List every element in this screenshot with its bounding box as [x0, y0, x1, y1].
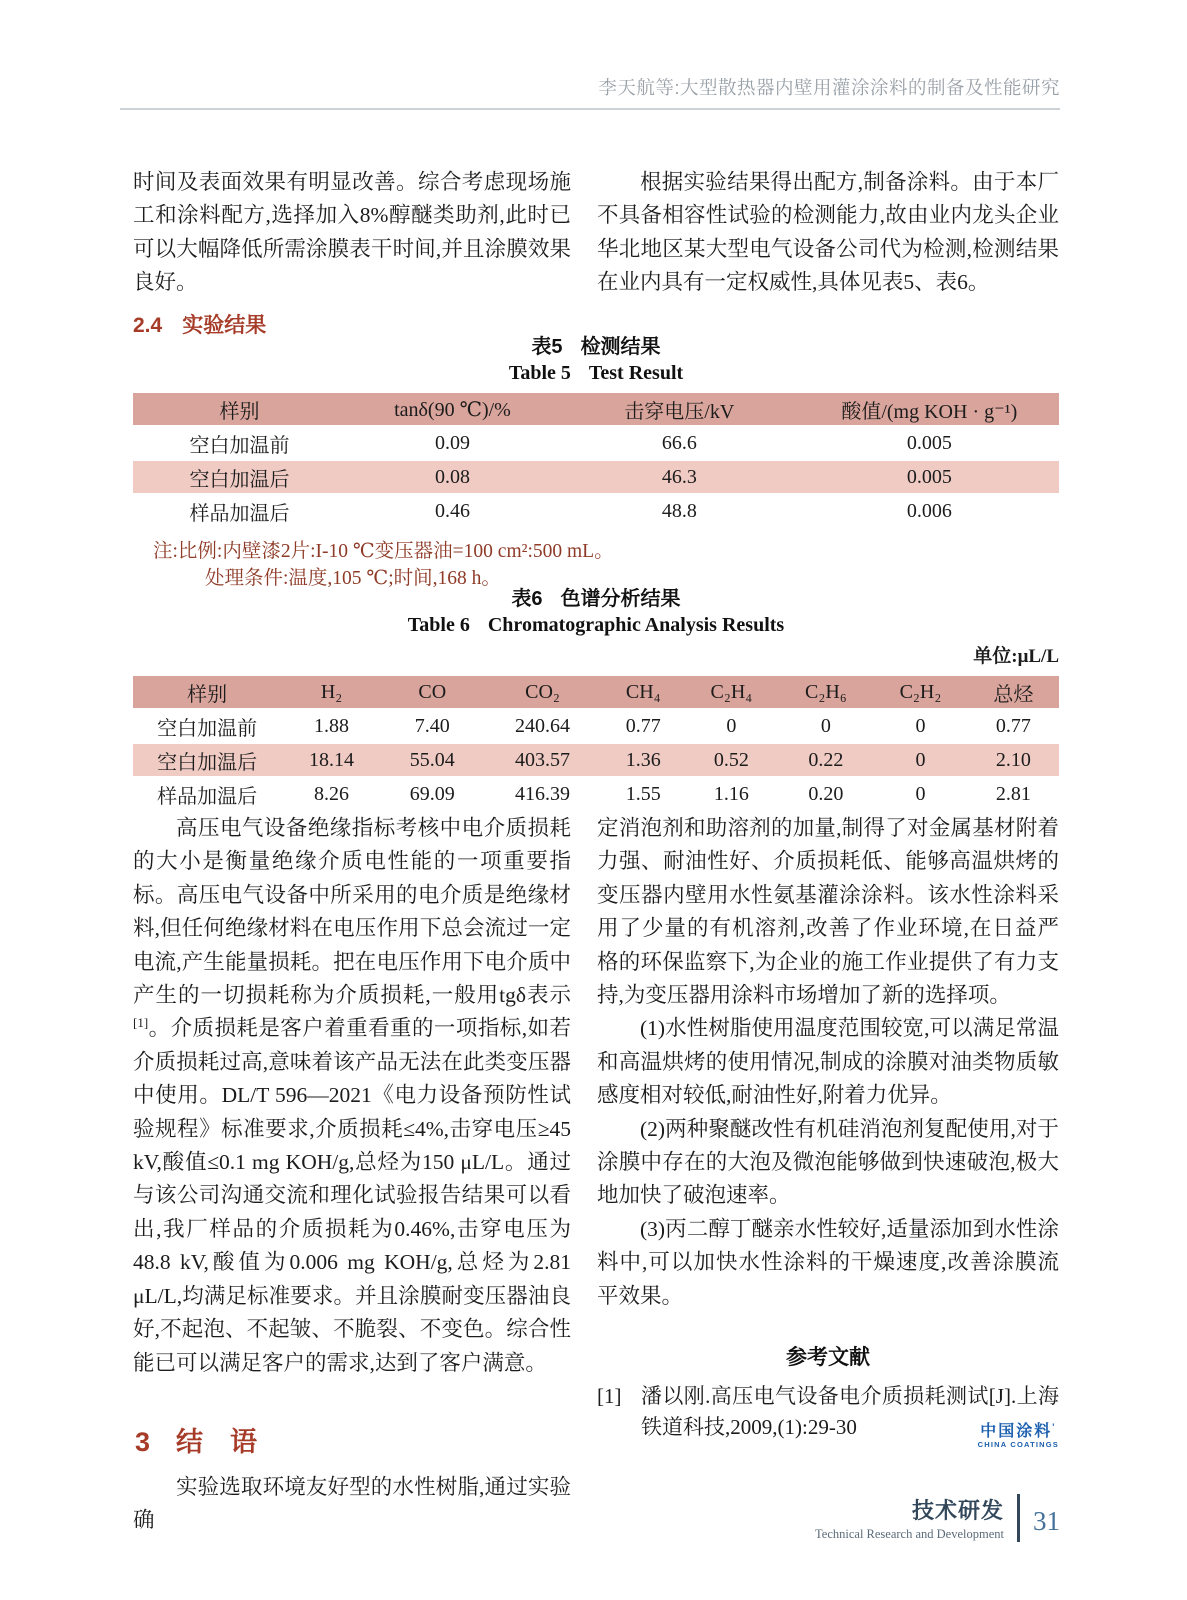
table5-cell: 48.8	[559, 494, 800, 528]
discussion-text: 。介质损耗是客户着重看重的一项指标,如若介质损耗过高,意味着该产品无法在此类变压器中使用。DL/T 596—2021《电力设备预防性试验规程》标准要求,介质损耗≤4%,击穿电压≥45 kV,酸值≤0.1 mg KOH/g,总烃为150 μL/L。通过与该公司沟通交流和理化试验报告结果可以看出,我厂样品的介质损耗为0.46%,击穿电压为48.8 kV,酸值为0.006 mg KOH/g,总烃为2.81 μL/L,均满足标准要求。并且涂膜耐变压器油良好,不起泡、不起皱、不脆裂、不变色。综合性能已可以满足客户的需求,达到了客户满意。	[133, 1016, 571, 1375]
conclusion-point-3: (3)丙二醇丁醚亲水性较好,适量添加到水性涂料中,可以加快水性涂料的干燥速度,改善涂膜流平效果。	[597, 1216, 1059, 1308]
table6-caption-cn	[133, 582, 1059, 611]
footer-section-cn: 技术研发	[911, 1498, 1004, 1523]
logo-en-text: CHINA COATINGS	[977, 1439, 1059, 1449]
table6-cell: 1.36	[602, 743, 684, 777]
references-heading: 参考文献	[786, 1346, 870, 1370]
table6-header-cell: H₂	[281, 676, 382, 709]
table5-header-row	[133, 393, 1059, 426]
table6-row	[133, 777, 1059, 811]
table6-caption-cn-label: 表6	[511, 588, 543, 610]
table6-cell: 69.09	[382, 777, 483, 811]
table6-header-cell: 样别	[133, 676, 281, 709]
intro-section	[133, 166, 1059, 339]
logo-cn-text: 中国涂料 '	[978, 1423, 1059, 1441]
table5-row	[133, 494, 1059, 528]
table5	[133, 393, 1059, 529]
table6-cell: 8.26	[281, 777, 382, 811]
table6-cell: 0	[873, 743, 968, 777]
table6-cell: 0.77	[968, 709, 1059, 743]
citation-marker: [1]	[133, 1015, 149, 1031]
table6-caption-en-title: Chromatographic Analysis Results	[487, 614, 785, 636]
table6-cell: 0.20	[779, 777, 874, 811]
footer-section-block	[815, 1494, 1004, 1542]
table5-header-cell: 样别	[133, 393, 346, 426]
table6-cell: 55.04	[382, 743, 483, 777]
table6-cell: 0	[873, 709, 968, 743]
main-left-column	[133, 812, 571, 1538]
table6-cell: 403.57	[483, 743, 603, 777]
conclusion-point-2: (2)两种聚醚改性有机硅消泡剂复配使用,对于涂膜中存在的大泡及微泡能够做到快速破泡,极大地加快了破泡速率。	[597, 1116, 1059, 1208]
table6-block	[133, 582, 1059, 812]
table6	[133, 676, 1059, 812]
running-head-title: 李天航等:大型散热器内壁用灌涂涂料的制备及性能研究	[598, 77, 1060, 98]
header-divider	[120, 108, 1060, 110]
table6-row	[133, 743, 1059, 777]
table5-caption-en-label: Table 5	[508, 362, 571, 384]
section-heading-3	[135, 1420, 571, 1459]
table6-header-cell: CH₄	[602, 676, 684, 709]
table5-caption-cn-title: 检测结果	[580, 336, 661, 358]
table6-caption-cn-title: 色谱分析结果	[560, 588, 681, 610]
section-2-4-title: 实验结果	[182, 313, 267, 337]
table6-cell: 0	[873, 777, 968, 811]
table5-header-cell: 酸值/(mg KOH · g⁻¹)	[800, 393, 1059, 426]
table5-caption-en-title: Test Result	[588, 362, 684, 384]
table6-cell: 0	[684, 709, 779, 743]
table6-cell: 1.88	[281, 709, 382, 743]
table6-header-cell: CO₂	[483, 676, 603, 709]
table5-caption-cn	[133, 330, 1059, 359]
table6-header-row	[133, 676, 1059, 709]
table6-header-cell: C₂H₂	[873, 676, 968, 709]
table5-cell: 0.005	[800, 426, 1059, 460]
main-body	[133, 812, 1059, 1538]
table6-header-cell: CO	[382, 676, 483, 709]
table6-caption-en	[133, 614, 1059, 637]
table5-cell: 0.006	[800, 494, 1059, 528]
main-right-column	[597, 812, 1059, 1538]
reference-label: [1]	[597, 1384, 622, 1409]
table6-caption-en-label: Table 6	[407, 614, 470, 636]
discussion-text: 高压电气设备绝缘指标考核中电介质损耗的大小是衡量绝缘介质电性能的一项重要指标。高压电气设备中所采用的电介质是绝缘材料,但任何绝缘材料在电压作用下总会流过一定电流,产生能量损耗。把在电压作用下电介质中产生的一切损耗称为介质损耗,一般用tgδ表示	[133, 816, 571, 1008]
table6-cell: 0.22	[779, 743, 874, 777]
table6-cell: 18.14	[281, 743, 382, 777]
table6-header-cell: C₂H₆	[779, 676, 874, 709]
conclusion-point-1: (1)水性树脂使用温度范围较宽,可以满足常温和高温烘烤的使用情况,制成的涂膜对油类物质敏感度相对较低,耐油性好,附着力优异。	[597, 1016, 1059, 1108]
table6-cell: 1.16	[684, 777, 779, 811]
reference-item	[597, 1381, 1059, 1449]
table5-cell: 样品加温后	[133, 494, 346, 528]
table6-header-cell: C₂H₄	[684, 676, 779, 709]
conclusion-paragraph: 定消泡剂和助溶剂的加量,制得了对金属基材附着力强、耐油性好、介质损耗低、能够高温烘烤的变压器内壁用水性氨基灌涂涂料。该水性涂料采用了少量的有机溶剂,改善了作业环境,在日益严格的环保监察下,为企业的施工作业提供了有力支持,为变压器用涂料市场增加了新的选择项。	[597, 816, 1059, 1008]
intro-left-paragraph: 时间及表面效果有明显改善。综合考虑现场施工和涂料配方,选择加入8%醇醚类助剂,此时已可以大幅降低所需涂膜表干时间,并且涂膜效果良好。	[133, 170, 571, 295]
table5-block	[133, 330, 1059, 592]
table5-cell: 0.46	[346, 494, 559, 528]
table5-cell: 66.6	[559, 426, 800, 460]
intro-right-column	[597, 166, 1059, 339]
footer-section-en: Technical Research and Development	[815, 1527, 1004, 1541]
intro-right-paragraph: 根据实验结果得出配方,制备涂料。由于本厂不具备相容性试验的检测能力,故由业内龙头企业华北地区某大型电气设备公司代为检测,检测结果在业内具有一定权威性,具体见表5、表6。	[597, 170, 1059, 295]
table6-cell: 2.81	[968, 777, 1059, 811]
table5-cell: 0.09	[346, 426, 559, 460]
table5-row	[133, 426, 1059, 460]
table6-cell: 1.55	[602, 777, 684, 811]
section-3-number: 3	[135, 1426, 151, 1457]
table6-cell: 空白加温后	[133, 743, 281, 777]
table6-cell: 0.77	[602, 709, 684, 743]
table5-cell: 空白加温后	[133, 460, 346, 494]
table6-header-cell: 总烃	[968, 676, 1059, 709]
table6-cell: 样品加温后	[133, 777, 281, 811]
table6-cell: 0	[779, 709, 874, 743]
conclusion-opening-paragraph: 实验选取环境友好型的水性树脂,通过实验确	[133, 1474, 571, 1533]
table5-caption-en	[133, 362, 1059, 385]
table6-cell: 0.52	[684, 743, 779, 777]
section-3-title: 结 语	[176, 1426, 258, 1457]
page-number: 31	[1033, 1505, 1060, 1536]
table6-cell: 2.10	[968, 743, 1059, 777]
table5-cell: 0.08	[346, 460, 559, 494]
table5-note-line2: 处理条件:温度,105 ℃;时间,168 h。	[205, 568, 501, 589]
table5-cell: 46.3	[559, 460, 800, 494]
table5-caption-cn-label: 表5	[531, 336, 563, 358]
table6-row	[133, 709, 1059, 743]
table6-cell: 240.64	[483, 709, 603, 743]
discussion-paragraph	[133, 812, 571, 1380]
table5-cell: 0.005	[800, 460, 1059, 494]
footer-divider-bar	[1017, 1494, 1020, 1542]
table6-cell: 7.40	[382, 709, 483, 743]
table5-header-cell: 击穿电压/kV	[559, 393, 800, 426]
table5-note-line1: 注:比例:内壁漆2片:I-10 ℃变压器油=100 cm²:500 mL。	[153, 541, 614, 562]
reference-text	[641, 1381, 1059, 1449]
intro-left-column	[133, 166, 571, 339]
table5-cell: 空白加温前	[133, 426, 346, 460]
table5-header-cell: tanδ(90 ℃)/%	[346, 393, 559, 426]
section-2-4-number: 2.4	[133, 313, 163, 337]
table5-row	[133, 460, 1059, 494]
table6-cell: 416.39	[483, 777, 603, 811]
page-footer	[128, 1494, 1060, 1542]
table6-cell: 空白加温前	[133, 709, 281, 743]
reference-citation: 潘以刚.高压电气设备电介质损耗测试[J].上海铁道科技,2009,(1):29-30	[641, 1384, 1059, 1440]
china-coatings-logo	[978, 1423, 1059, 1449]
table6-unit-label: 单位:μL/L	[973, 646, 1059, 667]
